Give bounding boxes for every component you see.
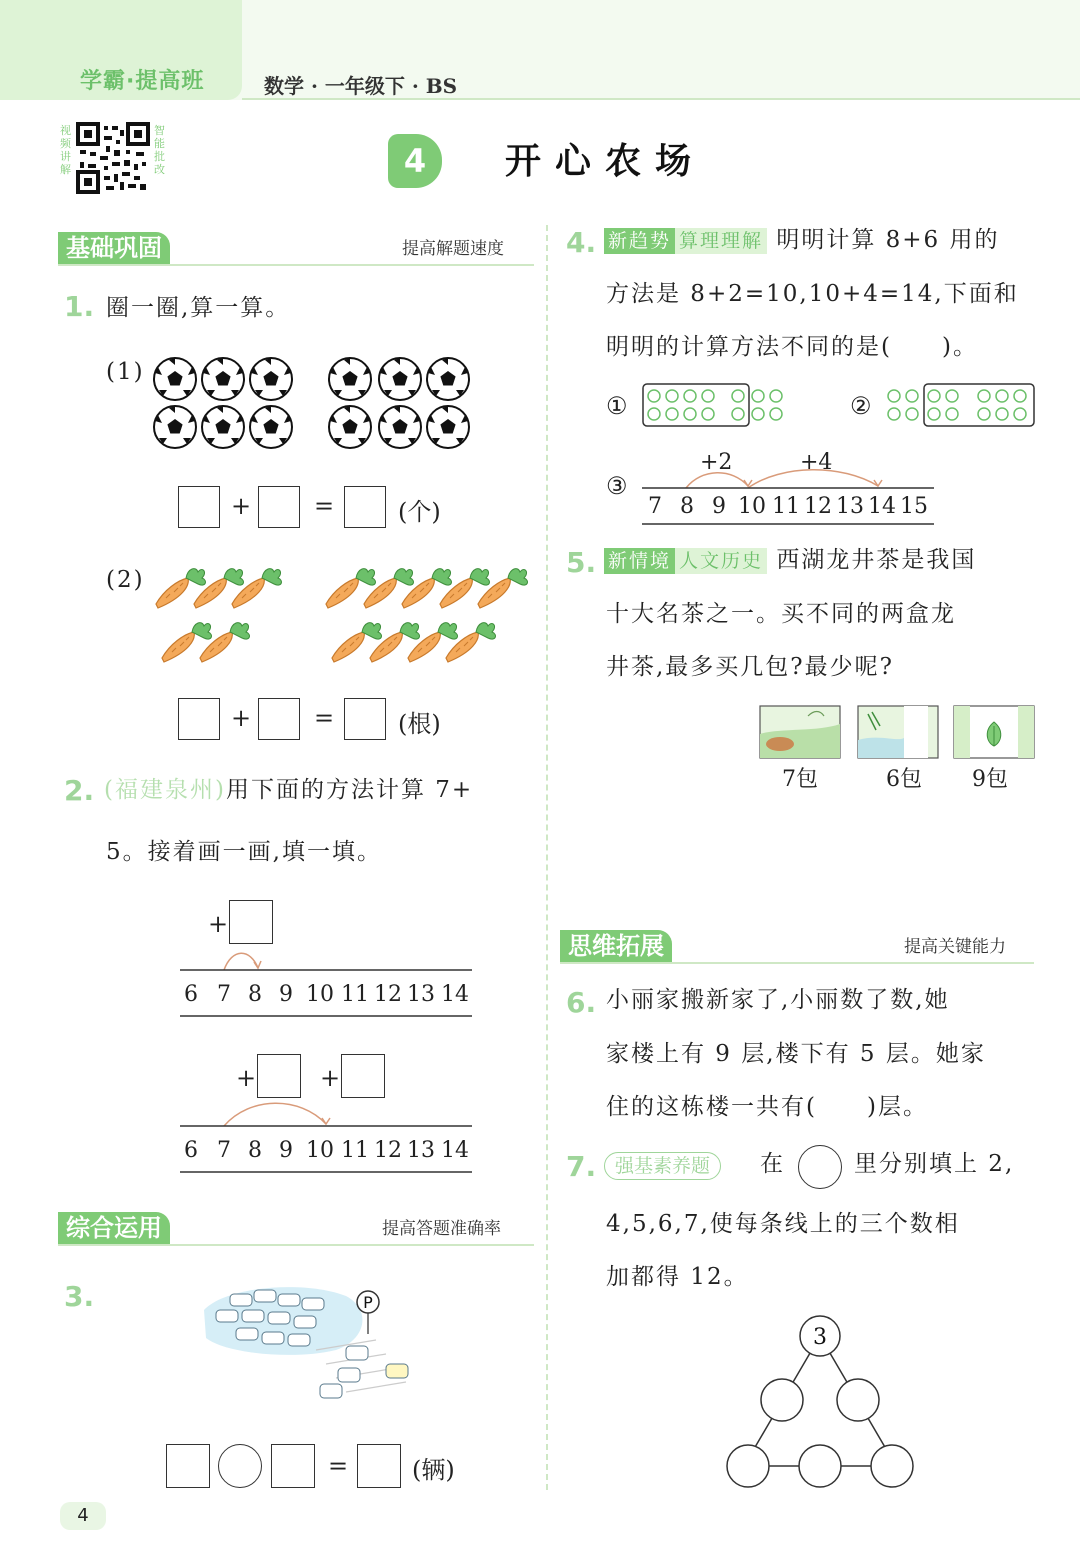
q5-line1: [604, 534, 976, 587]
q7-line1-a: 在: [760, 1151, 785, 1177]
soccer-balls-illustration: [150, 352, 480, 452]
q3-number: 3.: [64, 1280, 95, 1313]
section-basic-note: 提高解题速度: [402, 239, 504, 259]
q2-region-tag: (福建泉州): [104, 777, 226, 803]
section-comprehensive-underline: [58, 1244, 534, 1246]
q6-line1: 小丽家搬新家了,小丽数了数,她: [606, 987, 950, 1013]
q3-operator-circle[interactable]: [218, 1444, 262, 1488]
tea-boxes-illustration: [758, 704, 1038, 760]
q3-unit: (辆): [412, 1456, 455, 1484]
q3-answer-box-3[interactable]: [357, 1444, 401, 1488]
brand-title: 学霸·提高班: [80, 69, 205, 94]
section-basic-underline: [58, 264, 534, 266]
q3-answer-box-2[interactable]: [271, 1444, 315, 1488]
triangle-node-right-mid: [837, 1379, 879, 1421]
q4-number: 4.: [566, 226, 597, 259]
q6-number: 6.: [566, 986, 597, 1019]
carrot-group-right: [326, 569, 527, 662]
header-divider: [242, 98, 1080, 100]
section-basic-title: 基础巩固: [58, 232, 170, 264]
section-thinking-underline: [560, 962, 1034, 964]
q3-equals: =: [328, 1452, 349, 1480]
q1-part2-label: (2): [106, 567, 145, 593]
triangle-node-bottom-mid: [799, 1445, 841, 1487]
q6-line3: 住的这栋楼一共有( )层。: [606, 1094, 928, 1120]
q4-option-2-dots: [884, 382, 1038, 428]
qr-left-caption: 视频讲解: [60, 124, 71, 176]
q4-line3: 明明的计算方法不同的是( )。: [606, 334, 978, 360]
triangle-node-bottom-left: [727, 1445, 769, 1487]
tea-box-2: [858, 706, 938, 758]
tea-box-1: [760, 706, 840, 758]
page-number: 4: [60, 1502, 106, 1530]
q1-equals: =: [314, 492, 335, 520]
q1-part2-box-3[interactable]: [344, 698, 386, 740]
q5-line2: 十大名茶之一。买不同的两盒龙: [606, 601, 956, 627]
q2-nl2-plus-2: +: [320, 1064, 341, 1092]
q4-jump-2-label: +4: [800, 450, 833, 475]
unit-title: 开心农场: [505, 140, 706, 182]
triangle-node-left-mid: [761, 1379, 803, 1421]
q4-option-1-label[interactable]: ①: [606, 392, 628, 420]
subject-title: 数学 · 一年级下 · BS: [264, 74, 458, 98]
q7-line1-b: 里分别填上 2,: [854, 1151, 1015, 1177]
q1-answer-box-2[interactable]: [258, 486, 300, 528]
q4-line1: [604, 214, 1000, 267]
q1-text: 圈一圈,算一算。: [106, 295, 291, 321]
q1-part2-box-2[interactable]: [258, 698, 300, 740]
q7-number: 7.: [566, 1150, 597, 1183]
section-comprehensive-title: 综合运用: [58, 1212, 170, 1244]
section-thinking-note: 提高关键能力: [904, 937, 1006, 957]
tea-box-3: [954, 706, 1034, 758]
q1-part1-unit: (个): [398, 498, 441, 526]
q1-answer-box-1[interactable]: [178, 486, 220, 528]
q2-nl2-jump-box-2[interactable]: [341, 1054, 385, 1098]
q4-line1-text: 明明计算 8+6 用的: [776, 227, 1000, 253]
q4-tag-trend: 新趋势: [604, 228, 675, 254]
carrots-illustration: [150, 562, 530, 672]
unit-number-badge: 4: [388, 134, 442, 188]
q7-tag: 强基素养题: [604, 1152, 721, 1180]
triangle-top-value: 3: [813, 1325, 827, 1350]
q2-line1: [104, 764, 473, 817]
q4-jump-1-label: +2: [700, 450, 733, 475]
q2-nl1-plus: +: [208, 910, 229, 938]
column-divider: [546, 225, 548, 1490]
q7-line3: 加都得 12。: [606, 1264, 749, 1290]
parking-sign-icon: P: [363, 1293, 373, 1312]
q2-nl2-jump-box-1[interactable]: [257, 1054, 301, 1098]
q3-answer-box-1[interactable]: [166, 1444, 210, 1488]
ball-group-left: [154, 358, 292, 448]
section-thinking-title: 思维拓展: [560, 930, 672, 962]
q7-triangle-diagram: [720, 1310, 920, 1490]
qr-code-icon[interactable]: [76, 122, 150, 194]
section-comprehensive-note: 提高答题准确率: [382, 1219, 501, 1239]
q1-part2-equals: =: [314, 704, 335, 732]
tea-box-1-label: 7包: [782, 767, 818, 792]
tea-box-2-label: 6包: [886, 767, 922, 792]
q4-option-2-label[interactable]: ②: [850, 392, 872, 420]
q1-part2-unit: (根): [398, 710, 441, 738]
q1-plus: +: [231, 492, 252, 520]
q1-part2-box-1[interactable]: [178, 698, 220, 740]
q5-line3: 井茶,最多买几包?最少呢?: [606, 654, 894, 680]
q1-answer-box-3[interactable]: [344, 486, 386, 528]
q1-number: 1.: [64, 290, 95, 323]
parking-lot-illustration: [196, 1280, 420, 1410]
q5-tag-context: 新情境: [604, 548, 675, 574]
q2-number-line-1: [180, 940, 480, 1020]
q1-part1-label: (1): [106, 359, 145, 385]
q7-example-circle: [798, 1145, 842, 1189]
q5-line1-text: 西湖龙井茶是我国: [776, 547, 977, 573]
q2-number: 2.: [64, 774, 95, 807]
q5-number: 5.: [566, 546, 597, 579]
q5-tag-history: 人文历史: [675, 548, 767, 574]
q2-number-line-2: [180, 1096, 480, 1176]
q1-part2-plus: +: [231, 704, 252, 732]
q7-line2: 4,5,6,7,使每条线上的三个数相: [606, 1211, 960, 1237]
ball-group-right: [329, 358, 469, 448]
carrot-group-left: [156, 569, 281, 662]
q2-nl2-plus-1: +: [236, 1064, 257, 1092]
q2-line2: 5。接着画一画,填一填。: [106, 839, 382, 865]
q4-option-1-dots: [640, 382, 800, 428]
tea-box-3-label: 9包: [972, 767, 1008, 792]
q2-nl1-jump-box[interactable]: [229, 900, 273, 944]
q2-line1-text: 用下面的方法计算 7+: [225, 777, 474, 803]
q4-option-3-label[interactable]: ③: [606, 472, 628, 500]
q4-tag-reasoning: 算理理解: [675, 228, 767, 254]
qr-right-caption: 智能批改: [154, 124, 165, 176]
q6-line2: 家楼上有 9 层,楼下有 5 层。她家: [606, 1041, 986, 1067]
triangle-node-bottom-right: [871, 1445, 913, 1487]
q4-line2: 方法是 8+2=10,10+4=14,下面和: [606, 281, 1019, 307]
